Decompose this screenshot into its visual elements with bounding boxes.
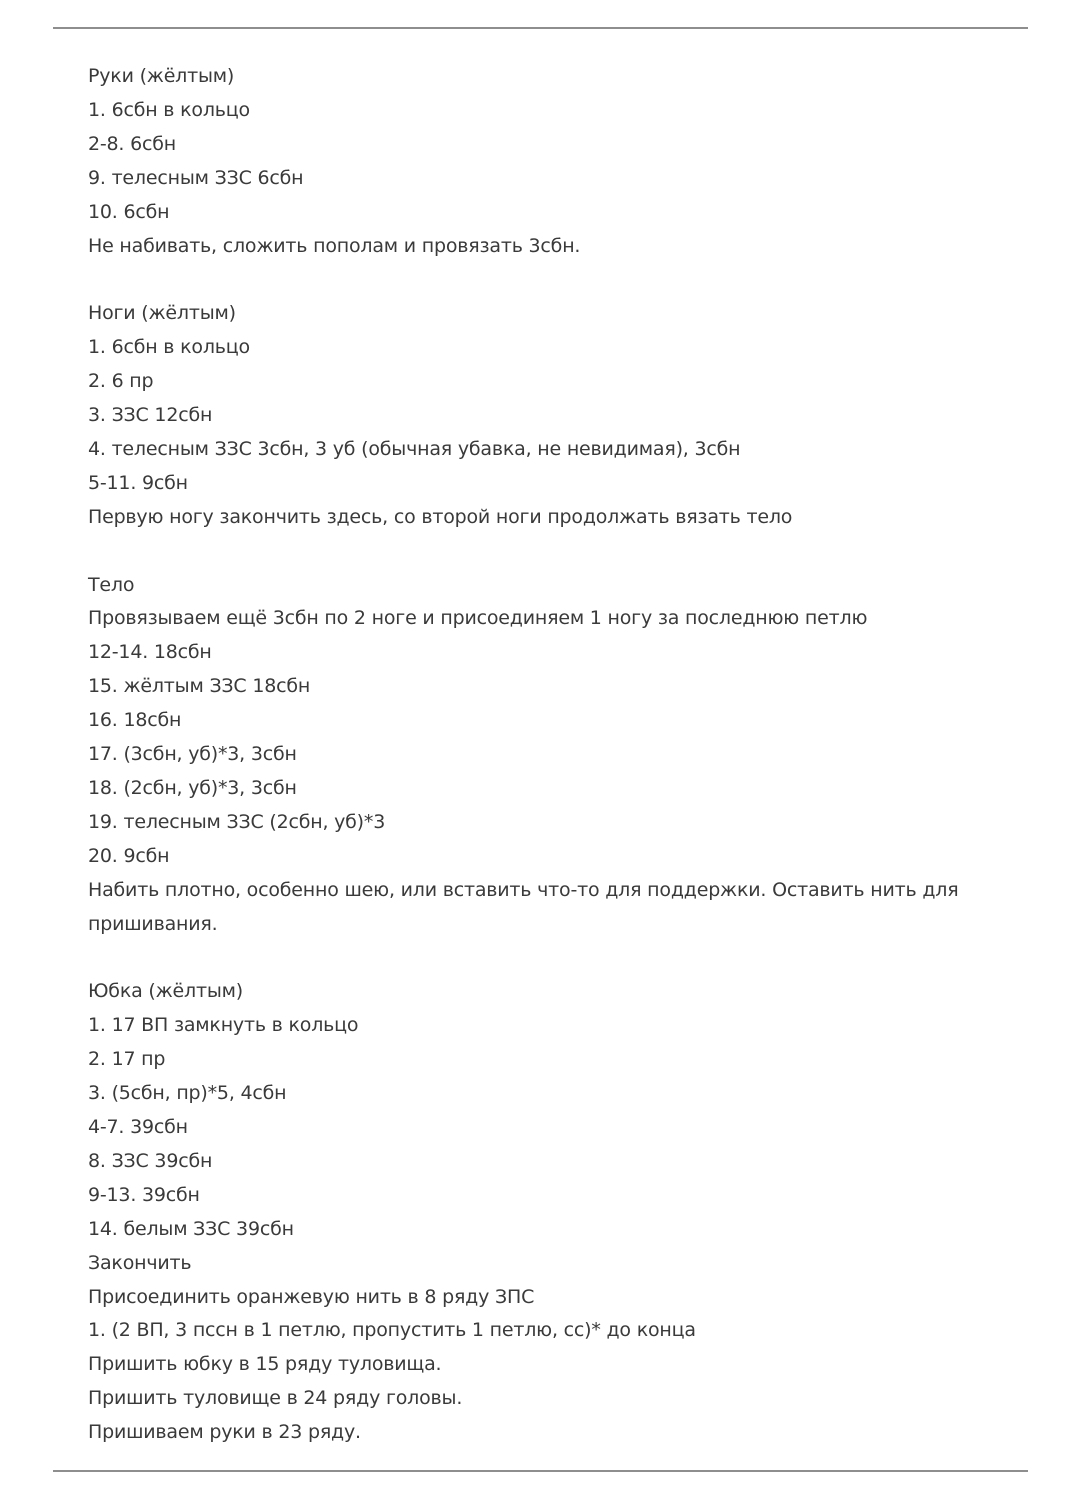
pattern-note: Присоединить оранжевую нить в 8 ряду ЗПС: [88, 1285, 535, 1308]
pattern-note: Не набивать, сложить пополам и провязать 3сбн.: [88, 234, 581, 257]
section-legs: [88, 297, 998, 534]
pattern-row: 1. 17 ВП замкнуть в кольцо: [88, 1014, 359, 1037]
pattern-note: Первую ногу закончить здесь, со второй ноги продолжать вязать тело: [88, 505, 793, 528]
pattern-row: 15. жёлтым ЗЗС 18сбн: [88, 675, 311, 698]
section-heading: Юбка (жёлтым): [88, 980, 243, 1003]
section-heading: Ноги (жёлтым): [88, 302, 236, 325]
pattern-row: 16. 18сбн: [88, 709, 182, 732]
bottom-divider: [53, 1470, 1028, 1472]
pattern-row: 3. (5сбн, пр)*5, 4сбн: [88, 1082, 287, 1105]
section-heading: Тело: [88, 573, 135, 596]
section-heading: Руки (жёлтым): [88, 65, 235, 87]
pattern-row: 18. (2сбн, уб)*3, 3сбн: [88, 777, 297, 799]
pattern-row: 4. телесным ЗЗС 3сбн, 3 уб (обычная убавка, не невидимая), 3сбн: [88, 437, 741, 460]
pattern-row: 1. (2 ВП, 3 пссн в 1 петлю, пропустить 1 петлю, сс)* до конца: [88, 1319, 696, 1342]
pattern-row: 19. телесным ЗЗС (2сбн, уб)*3: [88, 810, 386, 833]
pattern-row: 2. 6 пр: [88, 370, 154, 393]
section-spacer: [88, 263, 998, 297]
pattern-row: 2. 17 пр: [88, 1048, 166, 1071]
pattern-row: 3. ЗЗС 12сбн: [88, 404, 213, 427]
pattern-row: 5-11. 9сбн: [88, 471, 188, 494]
pattern-row: 2-8. 6сбн: [88, 132, 176, 155]
pattern-row: 20. 9сбн: [88, 844, 170, 867]
pattern-row: 17. (3сбн, уб)*3, 3сбн: [88, 743, 297, 766]
pattern-row: 1. 6сбн в кольцо: [88, 336, 250, 359]
section-body: [88, 569, 998, 942]
pattern-row: 12-14. 18сбн: [88, 641, 212, 664]
pattern-note: Пришить туловище в 24 ряду головы.: [88, 1387, 463, 1410]
section-spacer: [88, 535, 998, 569]
pattern-row: 9. телесным ЗЗС 6сбн: [88, 166, 304, 189]
section-arms: [88, 60, 998, 263]
pattern-row: 4-7. 39сбн: [88, 1116, 188, 1139]
pattern-note: Пришиваем руки в 23 ряду.: [88, 1421, 361, 1444]
pattern-row: 10. 6сбн: [88, 200, 170, 223]
pattern-row: 14. белым ЗЗС 39сбн: [88, 1217, 294, 1240]
pattern-row: 1. 6сбн в кольцо: [88, 98, 250, 121]
pattern-text: [88, 60, 998, 1450]
pattern-note: Набить плотно, особенно шею, или вставить что-то для поддержки. Оставить нить для пришивания.: [88, 878, 959, 935]
section-spacer: [88, 942, 998, 976]
pattern-note: Провязываем ещё 3сбн по 2 ноге и присоединяем 1 ногу за последнюю петлю: [88, 607, 868, 630]
section-skirt: [88, 975, 998, 1450]
top-divider: [53, 27, 1028, 29]
pattern-note: Пришить юбку в 15 ряду туловища.: [88, 1353, 442, 1376]
pattern-row: 9-13. 39сбн: [88, 1183, 200, 1206]
pattern-note: Закончить: [88, 1251, 192, 1274]
pattern-row: 8. ЗЗС 39сбн: [88, 1149, 213, 1172]
